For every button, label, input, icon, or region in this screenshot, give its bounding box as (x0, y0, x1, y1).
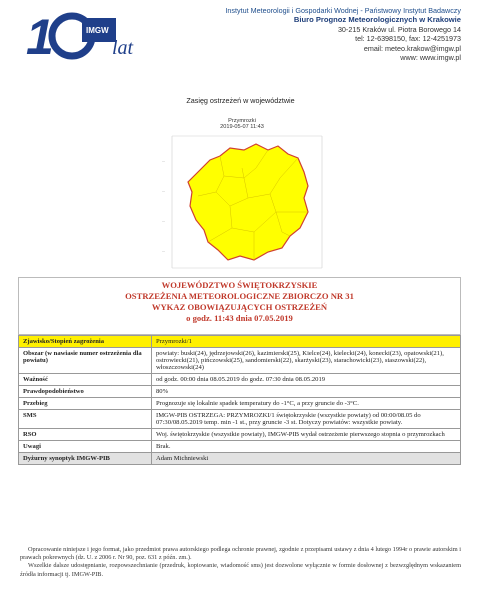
warning-map (158, 132, 326, 274)
table-row (19, 374, 461, 386)
table-row (19, 336, 461, 348)
row-value: powiaty: buski(24), jędrzejowski(26), kazimierski(25), Kielce(24), kielecki(24), konecki(23), opatowski(21), ostrowiecki(21), pińczowski(25), sandomierski(22), skarżyski(23), starachowicki(23), staszowski(22), włoszczowski(24) (152, 348, 461, 374)
row-value: Przymrozki/1 (152, 336, 461, 348)
copyright-paragraph: Opracowanie niniejsze i jego format, jako przedmiot prawa autorskiego podlega ochronie prawnej, zgodnie z przepisami ustawy z dnia 4 lutego 1994r o prawie autorskim i prawach pokrewnych (dz. U. z 2006 r. Nr 90, poz. 631 z późn. zm.). (20, 546, 461, 562)
table-row (19, 348, 461, 374)
redistribution-paragraph: Wszelkie dalsze udostępnianie, rozpowszechnianie (przedruk, kopiowanie, wiadomość sms) jest dozwolone wyłącznie w formie dosłownej z bezwzględnym wskazaniem źródła informacji tj. IMGW-PIB. (20, 562, 461, 578)
row-value: 80% (152, 386, 461, 398)
office-name: Biuro Prognoz Meteorologicznych w Krakowie (293, 15, 461, 25)
table-row (19, 441, 461, 453)
row-value: Prognozuje się lokalnie spadek temperatury do -1°C, a przy gruncie do -3°C. (152, 398, 461, 410)
office-website[interactable]: www: www.imgw.pl (400, 53, 461, 63)
imgw-100-lat-logo (26, 8, 144, 64)
map-caption-phenomenon: Przymrozki (228, 118, 256, 124)
office-address: 30-215 Kraków ul. Piotra Borowego 14 (337, 24, 461, 34)
copyright-notice (20, 546, 461, 579)
map-caption-date: 2019-05-07 11:43 (220, 124, 264, 130)
office-email[interactable]: email: meteo.krakow@imgw.pl (363, 43, 461, 53)
row-value: Adam Michniewski (152, 453, 461, 465)
row-label: Zjawisko/Stopień zagrożenia (19, 336, 152, 348)
row-label: Obszar (w nawiasie numer ostrzeżenia dla powiatu) (19, 348, 152, 374)
row-value: IMGW-PIB OSTRZEGA: PRZYMROZKI/1 świętokrzyskie (wszystkie powiaty) od 00:00/08.05 do 07:30/08.05.2019 temp. min -1 st., przy gruncie -3 st. Dotyczy powiatów: wszystkie powiaty. (152, 410, 461, 429)
table-row (19, 429, 461, 441)
voivodeship-title: WOJEWÓDZTWO ŚWIĘTOKRZYSKIE (161, 280, 318, 290)
svg-text:—: — (162, 159, 165, 163)
svg-text:—: — (162, 249, 165, 253)
bulletin-title: OSTRZEŻENIA METEOROLOGICZNE ZBIORCZO NR 31 (125, 291, 354, 301)
row-label: Ważność (19, 374, 152, 386)
row-label: Uwagi (19, 441, 152, 453)
list-title: WYKAZ OBOWIĄZUJĄCYCH OSTRZEŻEŃ (151, 302, 328, 312)
table-row (19, 410, 461, 429)
row-value: Brak. (152, 441, 461, 453)
svg-text:—: — (162, 189, 165, 193)
map-section-title: Zasięg ostrzeżeń w województwie (186, 96, 295, 105)
institute-name: Instytut Meteorologii i Gospodarki Wodnej - Państwowy Instytut Badawczy (225, 6, 461, 15)
table-row (19, 453, 461, 465)
table-row (19, 386, 461, 398)
institute-header (225, 6, 461, 62)
warnings-title-block (18, 277, 461, 335)
row-value: od godz. 00:00 dnia 08.05.2019 do godz. 07:30 dnia 08.05.2019 (152, 374, 461, 386)
svg-text:—: — (162, 219, 165, 223)
row-label: RSO (19, 429, 152, 441)
row-label: Dyżurny synoptyk IMGW-PIB (19, 453, 152, 465)
table-row (19, 398, 461, 410)
warning-table (18, 335, 461, 465)
row-label: Przebieg (19, 398, 152, 410)
svg-text:1: 1 (26, 9, 54, 64)
row-label: SMS (19, 410, 152, 429)
row-label: Prawdopodobieństwo (19, 386, 152, 398)
office-phone: tel: 12-6398150, fax: 12-4251973 (355, 34, 461, 44)
svg-text:lat: lat (112, 37, 134, 59)
svg-text:IMGW: IMGW (86, 26, 109, 35)
issue-time: o godz. 11:43 dnia 07.05.2019 (186, 313, 293, 323)
row-value: Woj. świętokrzyskie (wszystkie powiaty), IMGW-PIB wydał ostrzeżenie pierwszego stopnia o przymrozkach (152, 429, 461, 441)
